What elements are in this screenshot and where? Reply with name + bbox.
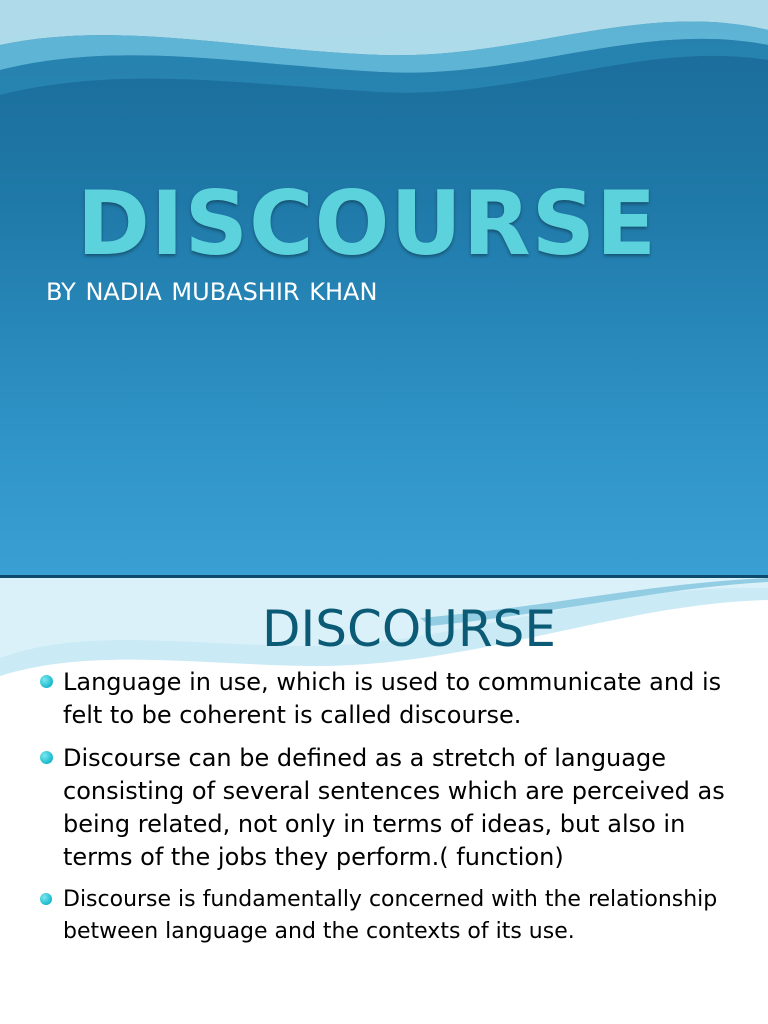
bullet-dot-icon <box>40 675 53 688</box>
bullet-dot-icon <box>40 751 53 764</box>
bullet-text: Discourse can be defined as a stretch of language consisting of several sentences which are perceived as being related, not only in terms of ideas, but also in terms of the jobs they perform.( function) <box>63 744 725 871</box>
slide-heading: DISCOURSE <box>262 600 556 658</box>
list-item <box>38 884 738 948</box>
bullet-list <box>38 666 738 958</box>
bullet-text: Discourse is fundamentally concerned with the relationship between language and the contexts of its use. <box>63 887 718 944</box>
list-item <box>38 666 738 732</box>
slide-title: DISCOURSE <box>76 172 658 275</box>
author-subtitle: BY NADIA MUBASHIR KHAN <box>46 278 378 306</box>
bullet-text: Language in use, which is used to communicate and is felt to be coherent is called discourse. <box>63 668 722 729</box>
list-item <box>38 742 738 874</box>
bullet-dot-icon <box>40 893 52 905</box>
content-slide <box>0 578 768 1024</box>
wave-decoration <box>0 0 768 110</box>
